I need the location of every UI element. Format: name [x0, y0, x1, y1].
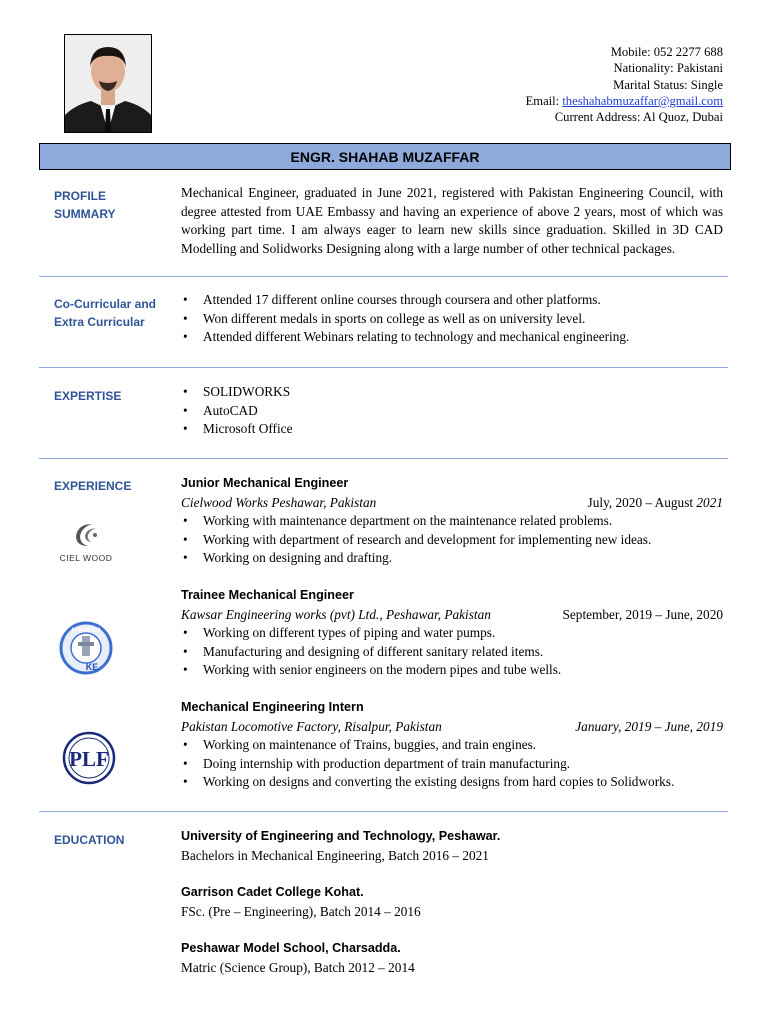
job-bullets	[181, 736, 726, 792]
education-degree: Matric (Science Group), Batch 2012 – 2014	[181, 960, 415, 975]
job-company: Pakistan Locomotive Factory, Risalpur, Pakistan	[181, 719, 442, 734]
cocurricular-label	[54, 295, 156, 331]
job-company-line	[181, 495, 723, 511]
label-line-2: SUMMARY	[54, 207, 116, 221]
list-item: • SOLIDWORKS	[181, 383, 726, 402]
mobile: Mobile: 052 2277 688	[610, 45, 723, 59]
label-line-1: Co-Curricular and	[54, 297, 157, 311]
expertise-list	[181, 383, 726, 439]
job-company: Cielwood Works Peshawar, Pakistan	[181, 495, 377, 510]
cielwood-logo-text: CIEL WOOD	[59, 553, 113, 563]
list-item: • Manufacturing and designing of different sanitary related items.	[181, 643, 726, 662]
list-item: • AutoCAD	[181, 402, 726, 421]
profile-summary-label	[54, 187, 116, 223]
email-link[interactable]: theshahabmuzaffar@gmail.com	[562, 93, 723, 108]
job-company-line	[181, 719, 723, 735]
job-title: Trainee Mechanical Engineer	[181, 588, 354, 602]
job-company: Kawsar Engineering works (pvt) Ltd., Peshawar, Pakistan	[181, 607, 491, 622]
section-divider	[39, 276, 728, 277]
list-item: • Attended 17 different online courses through coursera and other platforms.	[181, 291, 726, 310]
list-item: • Microsoft Office	[181, 420, 726, 439]
education-school: Garrison Cadet College Kohat.	[181, 885, 364, 899]
list-item: • Doing internship with production department of train manufacturing.	[181, 755, 726, 774]
contact-info	[526, 44, 723, 125]
section-divider	[39, 811, 728, 812]
list-item: • Working on maintenance of Trains, buggies, and train engines.	[181, 736, 726, 755]
education-label: EDUCATION	[54, 833, 125, 847]
section-divider	[39, 367, 728, 368]
job-company-line	[181, 607, 723, 623]
job-date-end-year: 2021	[696, 495, 723, 510]
job-bullets	[181, 512, 726, 568]
job-date-range: July, 2020 – August	[587, 495, 697, 510]
label-line-1: PROFILE	[54, 189, 107, 203]
kawsar-logo	[58, 620, 114, 676]
profile-photo	[64, 34, 152, 133]
education-degree: Bachelors in Mechanical Engineering, Batch 2016 – 2021	[181, 848, 489, 863]
list-item: • Working on designing and drafting.	[181, 549, 726, 568]
experience-label: EXPERIENCE	[54, 479, 132, 493]
list-item: • Working with department of research and development for implementing new ideas.	[181, 531, 726, 550]
kawsar-logo-ke: KE	[85, 662, 99, 672]
job-dates	[588, 495, 723, 511]
name-banner: ENGR. SHAHAB MUZAFFAR	[39, 143, 731, 170]
marital-status: Marital Status: Single	[613, 77, 723, 92]
list-item: • Won different medals in sports on college as well as on university level.	[181, 310, 726, 329]
cocurricular-list	[181, 291, 726, 347]
job-bullets	[181, 624, 726, 680]
email-line	[526, 93, 723, 109]
current-address: Current Address: Al Quoz, Dubai	[554, 110, 723, 125]
profile-summary-text: Mechanical Engineer, graduated in June 2021, registered with Pakistan Engineering Council, with degree attested from UAE Embassy and having an experience of above 2 years, most of which was working part time. I am always eager to learn new skills since graduation. Skilled in 3D CAD Modelling and Solidworks Designing along with a large number of other technical packages.	[181, 185, 723, 256]
list-item: • Working on different types of piping and water pumps.	[181, 624, 726, 643]
plf-logo-text: PLF	[69, 747, 109, 771]
cielwood-logo	[56, 518, 116, 564]
section-divider	[39, 458, 728, 459]
email-label: Email:	[525, 93, 563, 108]
list-item: • Attended different Webinars relating to technology and mechanical engineering.	[181, 328, 726, 347]
kawsar-logo-text: KAWSAR	[71, 627, 101, 634]
job-dates: September, 2019 – June, 2020	[562, 607, 723, 622]
plf-logo	[62, 731, 116, 785]
education-school: University of Engineering and Technology, Peshawar.	[181, 829, 501, 843]
job-dates: January, 2019 – June, 2019	[575, 719, 723, 734]
job-title: Junior Mechanical Engineer	[181, 476, 349, 490]
label-line-2: Extra Curricular	[54, 315, 145, 329]
job-title: Mechanical Engineering Intern	[181, 700, 364, 714]
education-school: Peshawar Model School, Charsadda.	[181, 941, 401, 955]
list-item: • Working with senior engineers on the modern pipes and tube wells.	[181, 661, 726, 680]
education-degree: FSc. (Pre – Engineering), Batch 2014 – 2016	[181, 904, 421, 919]
expertise-label: EXPERTISE	[54, 389, 122, 403]
nationality: Nationality: Pakistani	[613, 61, 723, 76]
list-item: • Working with maintenance department on the maintenance related problems.	[181, 512, 726, 531]
list-item: • Working on designs and converting the existing designs from hard copies to Solidworks.	[181, 773, 726, 792]
